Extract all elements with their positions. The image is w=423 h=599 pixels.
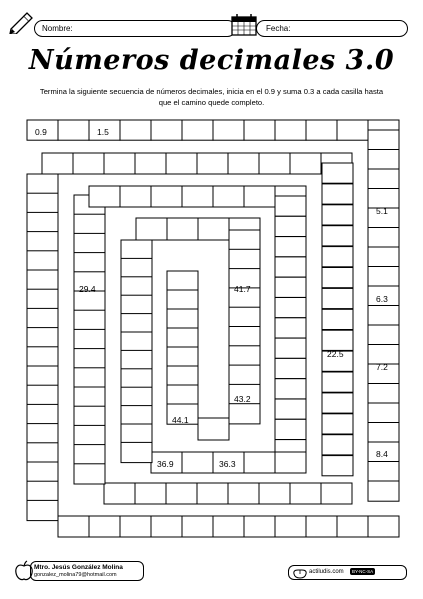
answer-cell[interactable] bbox=[167, 328, 198, 348]
instructions-line-2: que el camino quede completo. bbox=[158, 98, 265, 107]
answer-cell[interactable] bbox=[27, 232, 58, 252]
answer-cell[interactable] bbox=[27, 251, 58, 271]
mouse-icon bbox=[292, 566, 308, 577]
answer-cell[interactable] bbox=[167, 218, 198, 240]
answer-cell[interactable] bbox=[74, 349, 105, 369]
answer-cell[interactable] bbox=[322, 372, 353, 392]
answer-cell[interactable] bbox=[27, 308, 58, 328]
answer-cell[interactable] bbox=[74, 387, 105, 407]
answer-cell[interactable] bbox=[275, 318, 306, 338]
answer-cell[interactable] bbox=[74, 368, 105, 388]
answer-cell[interactable] bbox=[368, 169, 399, 189]
answer-cell[interactable] bbox=[198, 418, 229, 440]
answer-cell[interactable] bbox=[275, 237, 306, 257]
answer-cell[interactable] bbox=[120, 516, 151, 537]
answer-cell[interactable] bbox=[27, 366, 58, 386]
answer-cell[interactable] bbox=[229, 327, 260, 347]
answer-cell[interactable] bbox=[322, 330, 353, 350]
given-value: 6.3 bbox=[376, 294, 388, 304]
answer-cell[interactable] bbox=[337, 516, 368, 537]
answer-cell[interactable] bbox=[322, 309, 353, 329]
answer-cell[interactable] bbox=[151, 516, 182, 537]
answer-cell[interactable] bbox=[182, 516, 213, 537]
answer-cell[interactable] bbox=[121, 424, 152, 444]
answer-cell[interactable] bbox=[322, 163, 353, 183]
answer-cell[interactable] bbox=[229, 230, 260, 250]
answer-cell[interactable] bbox=[275, 298, 306, 318]
answer-cell[interactable] bbox=[337, 120, 368, 140]
given-value: 44.1 bbox=[172, 415, 189, 425]
answer-cell[interactable] bbox=[275, 452, 306, 473]
answer-cell[interactable] bbox=[182, 452, 213, 473]
answer-cell[interactable] bbox=[74, 310, 105, 330]
answer-cell[interactable] bbox=[213, 516, 244, 537]
answer-cell[interactable] bbox=[89, 516, 120, 537]
answer-cell[interactable] bbox=[27, 481, 58, 501]
answer-cell[interactable] bbox=[290, 483, 321, 504]
answer-cell[interactable] bbox=[228, 483, 259, 504]
answer-cell[interactable] bbox=[275, 399, 306, 419]
answer-cell[interactable] bbox=[121, 406, 152, 426]
answer-cell[interactable] bbox=[42, 153, 73, 174]
site-name: actiludis.com bbox=[309, 569, 344, 575]
answer-cell[interactable] bbox=[166, 153, 197, 174]
answer-cell[interactable] bbox=[167, 385, 198, 405]
answer-cell[interactable] bbox=[151, 186, 182, 207]
answer-cell[interactable] bbox=[322, 456, 353, 476]
given-value: 5.1 bbox=[376, 206, 388, 216]
answer-cell[interactable] bbox=[27, 404, 58, 424]
answer-cell[interactable] bbox=[368, 325, 399, 345]
answer-cell[interactable] bbox=[213, 186, 244, 207]
answer-cell[interactable] bbox=[322, 414, 353, 434]
instructions-line-1: Termina la siguiente secuencia de números decimales, inicia en el 0.9 y suma 0.3 a cada casilla hasta bbox=[39, 87, 384, 96]
answer-cell[interactable] bbox=[27, 289, 58, 309]
answer-cell[interactable] bbox=[322, 226, 353, 246]
answer-cell[interactable] bbox=[27, 328, 58, 348]
answer-cell[interactable] bbox=[275, 277, 306, 297]
answer-cell[interactable] bbox=[74, 233, 105, 253]
answer-cell[interactable] bbox=[322, 205, 353, 225]
answer-cell[interactable] bbox=[322, 184, 353, 204]
given-value: 22.5 bbox=[327, 349, 344, 359]
answer-cell[interactable] bbox=[244, 452, 275, 473]
answer-cell[interactable] bbox=[368, 384, 399, 404]
answer-cell[interactable] bbox=[27, 347, 58, 367]
answer-cell[interactable] bbox=[229, 249, 260, 269]
answer-cell[interactable] bbox=[368, 462, 399, 482]
answer-cell[interactable] bbox=[368, 481, 399, 501]
answer-cell[interactable] bbox=[182, 120, 213, 140]
answer-cell[interactable] bbox=[167, 347, 198, 367]
answer-cell[interactable] bbox=[74, 425, 105, 445]
answer-cell[interactable] bbox=[120, 186, 151, 207]
answer-cell[interactable] bbox=[275, 358, 306, 378]
answer-cell[interactable] bbox=[167, 271, 198, 291]
given-value: 43.2 bbox=[234, 394, 251, 404]
answer-cell[interactable] bbox=[151, 120, 182, 140]
answer-cell[interactable] bbox=[104, 153, 135, 174]
answer-cell[interactable] bbox=[275, 120, 306, 140]
author-name: Mtro. Jesús González Molina bbox=[34, 564, 123, 571]
answer-cell[interactable] bbox=[121, 369, 152, 389]
answer-cell[interactable] bbox=[73, 153, 104, 174]
answer-cell[interactable] bbox=[275, 196, 306, 216]
given-value: 1.5 bbox=[97, 127, 109, 137]
given-value: 36.9 bbox=[157, 459, 174, 469]
answer-cell[interactable] bbox=[58, 516, 89, 537]
answer-cell[interactable] bbox=[121, 442, 152, 462]
answer-cell[interactable] bbox=[229, 346, 260, 366]
answer-cell[interactable] bbox=[120, 120, 151, 140]
answer-cell[interactable] bbox=[27, 443, 58, 463]
answer-cell[interactable] bbox=[89, 186, 120, 207]
answer-cell[interactable] bbox=[74, 406, 105, 426]
answer-cell[interactable] bbox=[27, 174, 58, 194]
given-value: 7.2 bbox=[376, 362, 388, 372]
answer-cell[interactable] bbox=[322, 247, 353, 267]
answer-cell[interactable] bbox=[306, 516, 337, 537]
given-value: 8.4 bbox=[376, 449, 388, 459]
answer-cell[interactable] bbox=[322, 435, 353, 455]
answer-cell[interactable] bbox=[121, 240, 152, 260]
given-value: 29.4 bbox=[79, 284, 96, 294]
answer-cell[interactable] bbox=[290, 153, 321, 174]
answer-cell[interactable] bbox=[259, 153, 290, 174]
answer-cell[interactable] bbox=[74, 214, 105, 234]
answer-cell[interactable] bbox=[275, 379, 306, 399]
answer-cell[interactable] bbox=[27, 270, 58, 290]
answer-cell[interactable] bbox=[228, 153, 259, 174]
answer-cell[interactable] bbox=[321, 483, 352, 504]
answer-cell[interactable] bbox=[135, 483, 166, 504]
answer-cell[interactable] bbox=[58, 120, 89, 140]
answer-cell[interactable] bbox=[121, 295, 152, 315]
answer-cell[interactable] bbox=[74, 464, 105, 484]
answer-cell[interactable] bbox=[322, 393, 353, 413]
answer-cell[interactable] bbox=[121, 314, 152, 334]
answer-cell[interactable] bbox=[244, 186, 275, 207]
answer-cell[interactable] bbox=[229, 307, 260, 327]
answer-cell[interactable] bbox=[27, 212, 58, 232]
license-badge: BY-NC-SA bbox=[352, 569, 374, 574]
answer-cell[interactable] bbox=[197, 483, 228, 504]
date-label: Fecha: bbox=[266, 24, 291, 33]
answer-cell[interactable] bbox=[167, 290, 198, 310]
author-email: gonzalez_molina79@hotmail.com bbox=[34, 572, 117, 578]
answer-cell[interactable] bbox=[306, 120, 337, 140]
answer-cell[interactable] bbox=[27, 424, 58, 444]
answer-cell[interactable] bbox=[74, 445, 105, 465]
answer-cell[interactable] bbox=[27, 500, 58, 520]
answer-cell[interactable] bbox=[368, 306, 399, 326]
answer-cell[interactable] bbox=[121, 277, 152, 297]
answer-cell[interactable] bbox=[368, 247, 399, 267]
answer-cell[interactable] bbox=[322, 288, 353, 308]
answer-cell[interactable] bbox=[368, 150, 399, 170]
answer-cell[interactable] bbox=[121, 387, 152, 407]
answer-cell[interactable] bbox=[182, 186, 213, 207]
answer-cell[interactable] bbox=[275, 257, 306, 277]
answer-cell[interactable] bbox=[74, 329, 105, 349]
answer-cell[interactable] bbox=[27, 462, 58, 482]
answer-cell[interactable] bbox=[368, 516, 399, 537]
answer-cell[interactable] bbox=[275, 419, 306, 439]
answer-cell[interactable] bbox=[368, 403, 399, 423]
answer-cell[interactable] bbox=[244, 516, 275, 537]
answer-cell[interactable] bbox=[322, 268, 353, 288]
answer-cell[interactable] bbox=[166, 483, 197, 504]
answer-cell[interactable] bbox=[121, 258, 152, 278]
answer-cell[interactable] bbox=[275, 216, 306, 236]
answer-cell[interactable] bbox=[167, 366, 198, 386]
answer-cell[interactable] bbox=[27, 385, 58, 405]
answer-cell[interactable] bbox=[275, 516, 306, 537]
answer-cell[interactable] bbox=[198, 218, 229, 240]
given-value: 36.3 bbox=[219, 459, 236, 469]
answer-cell[interactable] bbox=[229, 365, 260, 385]
answer-cell[interactable] bbox=[368, 267, 399, 287]
answer-cell[interactable] bbox=[74, 291, 105, 311]
name-label: Nombre: bbox=[42, 24, 73, 33]
answer-cell[interactable] bbox=[121, 350, 152, 370]
answer-cell[interactable] bbox=[104, 483, 135, 504]
page-title: Números decimales 3.0 bbox=[28, 45, 395, 76]
answer-cell[interactable] bbox=[135, 153, 166, 174]
answer-cell[interactable] bbox=[136, 218, 167, 240]
answer-cell[interactable] bbox=[368, 423, 399, 443]
answer-cell[interactable] bbox=[74, 253, 105, 273]
answer-cell[interactable] bbox=[121, 332, 152, 352]
answer-cell[interactable] bbox=[368, 228, 399, 248]
given-value: 41.7 bbox=[234, 284, 251, 294]
answer-cell[interactable] bbox=[368, 130, 399, 150]
answer-cell[interactable] bbox=[213, 120, 244, 140]
answer-cell[interactable] bbox=[197, 153, 228, 174]
answer-cell[interactable] bbox=[27, 193, 58, 213]
answer-cell[interactable] bbox=[244, 120, 275, 140]
given-value: 0.9 bbox=[35, 127, 47, 137]
answer-cell[interactable] bbox=[229, 404, 260, 424]
answer-cell[interactable] bbox=[167, 309, 198, 329]
answer-cell[interactable] bbox=[275, 338, 306, 358]
answer-cell[interactable] bbox=[259, 483, 290, 504]
